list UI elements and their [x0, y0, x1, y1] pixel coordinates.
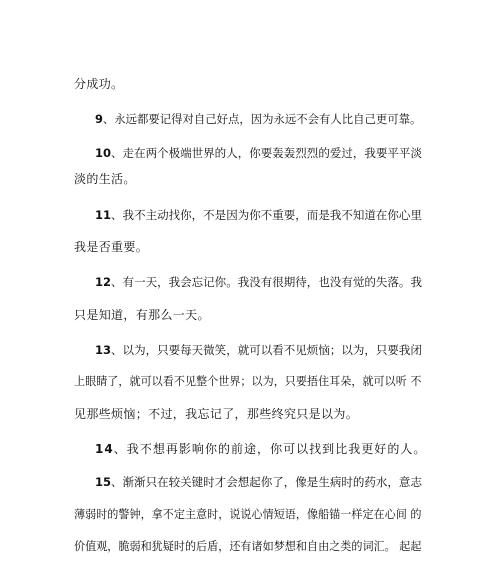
- line-text: 、走在两个极端世界的人，你要轰轰烈烈的爱过，我要平平淡: [111, 146, 422, 160]
- line-text: 、永远都要记得对自己好点，因为永远不会有人比自己更可靠。: [102, 112, 422, 126]
- item-number: 10: [95, 146, 112, 160]
- item-10-line-2: [74, 172, 136, 186]
- item-14-line-1: [95, 442, 426, 456]
- line-text: 、我不主动找你，不是因为你不重要，而是我不知道在你心里: [111, 208, 422, 222]
- line-text: 上眼睛了，就可以看不见整个世界；以为，只要捂住耳朵，就可以听 不: [74, 375, 422, 388]
- item-15-line-1: [95, 475, 422, 489]
- item-number: 11: [95, 208, 112, 222]
- item-10-line-1: [95, 146, 422, 160]
- text-line-1: [74, 77, 123, 91]
- item-number: 12: [95, 275, 112, 289]
- item-number: 15: [95, 475, 112, 489]
- item-number: 13: [95, 343, 112, 357]
- line-text: 见那些烦恼；不过，我忘记了，那些终究只是以为。: [74, 407, 359, 421]
- line-text: 只是知道，有那么一天。: [74, 308, 210, 322]
- line-text: 薄弱时的警钟，拿不定主意时，说说心情短语，像船锚一样定在心间 的: [74, 508, 422, 521]
- item-12-line-2: [74, 308, 210, 322]
- item-13-line-1: [95, 343, 422, 357]
- line-text: 、有一天，我会忘记你。我没有很期待，也没有觉的失落。我: [111, 275, 422, 289]
- line-text: 、渐渐只在较关键时才会想起你了，像是生病时的药水，意志: [111, 475, 422, 489]
- item-number: 14: [95, 442, 114, 456]
- item-number: 9: [95, 112, 103, 126]
- item-11-line-2: [74, 240, 148, 254]
- item-12-line-1: [95, 275, 422, 289]
- item-11-line-1: [95, 208, 422, 222]
- item-13-line-2: [74, 375, 421, 389]
- item-9-line-1: [95, 112, 421, 126]
- item-13-line-3: [74, 407, 358, 421]
- item-15-line-3: [74, 540, 421, 554]
- line-text: 价值观，脆弱和犹疑时的后盾，还有诸如梦想和自由之类的词汇。 起起: [74, 540, 422, 553]
- line-text: 分成功。: [74, 77, 124, 91]
- line-text: 我是否重要。: [74, 240, 149, 254]
- line-text: 、我不想再影响你的前途，你可以找到比我更好的人。: [113, 442, 427, 456]
- item-15-line-2: [74, 508, 421, 522]
- line-text: 淡的生活。: [74, 172, 136, 186]
- line-text: 、以为，只要每天微笑，就可以看不见烦恼；以为，只要我闭: [111, 343, 422, 357]
